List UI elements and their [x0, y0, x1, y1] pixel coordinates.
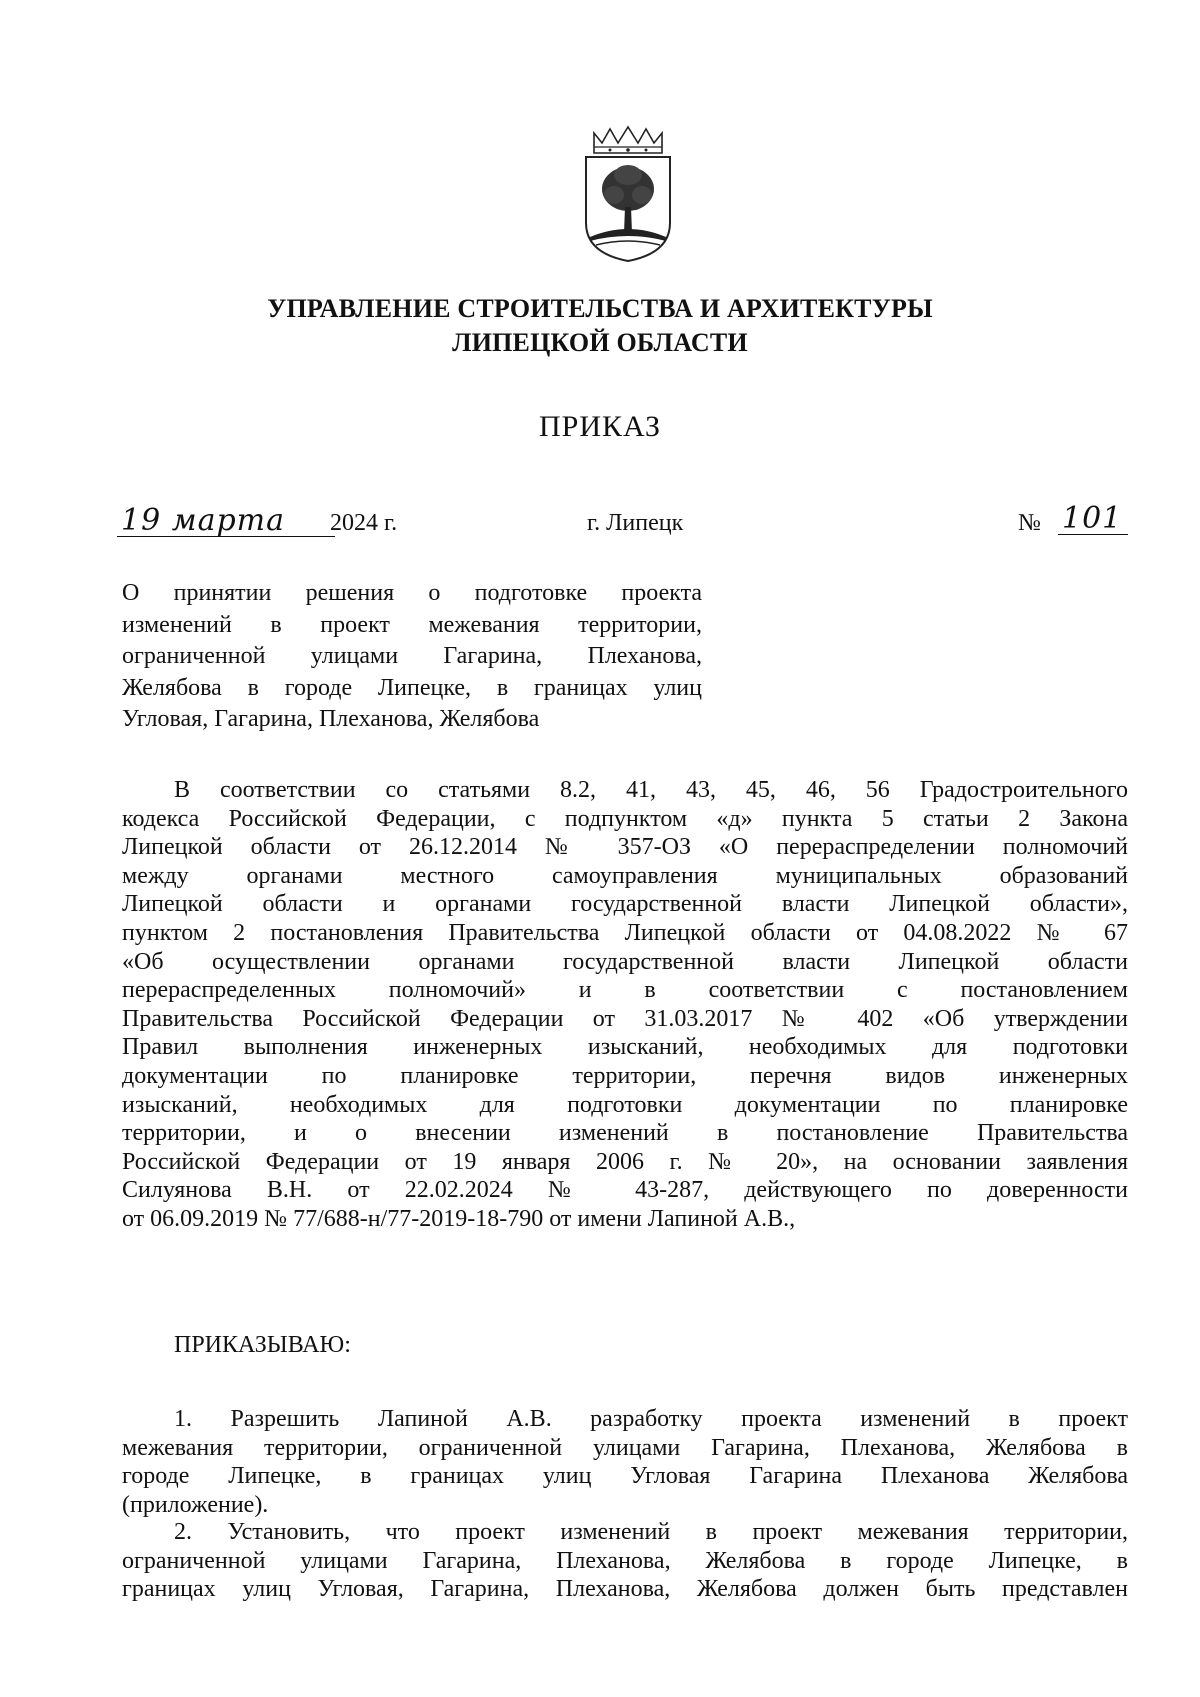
preamble-line: от 06.09.2019 № 77/688-н/77-2019-18-790 от имени Лапиной А.В., [122, 1205, 796, 1232]
order-item-1 [122, 1405, 1128, 1519]
handwritten-date: 19 марта [117, 506, 335, 537]
order-item-line: межевания территории, ограниченной улицами Гагарина, Плеханова, Желябова в [122, 1434, 1128, 1461]
subject-line: Желябова в городе Липецке, в границах улиц [122, 674, 702, 701]
document-type-title: ПРИКАЗ [539, 410, 661, 443]
preamble-line: Силуянова В.Н. от 22.02.2024 № 43-287, действующего по доверенности [122, 1177, 1128, 1204]
order-item-line: городе Липецке, в границах улиц Угловая Гагарина Плеханова Желябова [122, 1463, 1128, 1490]
subject-line: Угловая, Гагарина, Плеханова, Желябова [122, 706, 540, 732]
preamble-line: Правительства Российской Федерации от 31.03.2017 № 402 «Об утверждении [122, 1005, 1128, 1032]
order-directive-word: ПРИКАЗЫВАЮ: [174, 1332, 351, 1358]
preamble-line: документации по планировке территории, перечня видов инженерных [122, 1062, 1128, 1089]
preamble-line: Липецкой области и органами государственной власти Липецкой области», [122, 891, 1128, 918]
order-item-line: (приложение). [122, 1491, 269, 1518]
order-item-line: 2. Установить, что проект изменений в проект межевания территории, [174, 1519, 1128, 1545]
preamble-line: между органами местного самоуправления муниципальных образований [122, 862, 1128, 889]
subject-line: изменений в проект межевания территории, [122, 611, 702, 638]
preamble-line: кодекса Российской Федерации, с подпунктом «д» пункта 5 статьи 2 Закона [122, 805, 1128, 832]
order-item-line: 1. Разрешить Лапиной А.В. разработку проекта изменений в проект [174, 1406, 1128, 1432]
coat-of-arms-emblem [580, 125, 676, 265]
preamble-line: территории, и о внесении изменений в постановление Правительства [122, 1120, 1128, 1147]
handwritten-document-number: 101 [1058, 504, 1128, 535]
subject-line: О принятии решения о подготовке проекта [122, 580, 702, 606]
order-item-line: границах улиц Угловая, Гагарина, Плеханова, Желябова должен быть представлен [122, 1576, 1128, 1603]
preamble-line: пунктом 2 постановления Правительства Липецкой области от 04.08.2022 № 67 [122, 919, 1128, 946]
subject-line: ограниченной улицами Гагарина, Плеханова, [122, 643, 702, 669]
document-city: г. Липецк [587, 510, 684, 536]
document-number-label: № [1018, 510, 1041, 536]
preamble-line: «Об осуществлении органами государственной власти Липецкой области [122, 948, 1128, 975]
document-year: 2024 г. [330, 510, 398, 536]
order-item-line: ограниченной улицами Гагарина, Плеханова, Желябова в городе Липецке, в [122, 1547, 1128, 1574]
preamble-line: изысканий, необходимых для подготовки документации по планировке [122, 1091, 1128, 1118]
preamble-line: Правил выполнения инженерных изысканий, необходимых для подготовки [122, 1034, 1128, 1061]
organization-name-line1: УПРАВЛЕНИЕ СТРОИТЕЛЬСТВА И АРХИТЕКТУРЫ [267, 294, 933, 323]
order-item-2 [122, 1518, 1128, 1604]
preamble-line: перераспределенных полномочий» и в соответствии с постановлением [122, 977, 1128, 1004]
preamble-line: Липецкой области от 26.12.2014 № 357-ОЗ «О перераспределении полномочий [122, 834, 1128, 861]
organization-name-line2: ЛИПЕЦКОЙ ОБЛАСТИ [452, 328, 748, 357]
preamble-line: Российской Федерации от 19 января 2006 г. № 20», на основании заявления [122, 1148, 1128, 1175]
document-subject [122, 578, 702, 736]
preamble-line: В соответствии со статьями 8.2, 41, 43, 45, 46, 56 Градостроительного [174, 777, 1128, 803]
preamble-paragraph [122, 776, 1128, 1234]
